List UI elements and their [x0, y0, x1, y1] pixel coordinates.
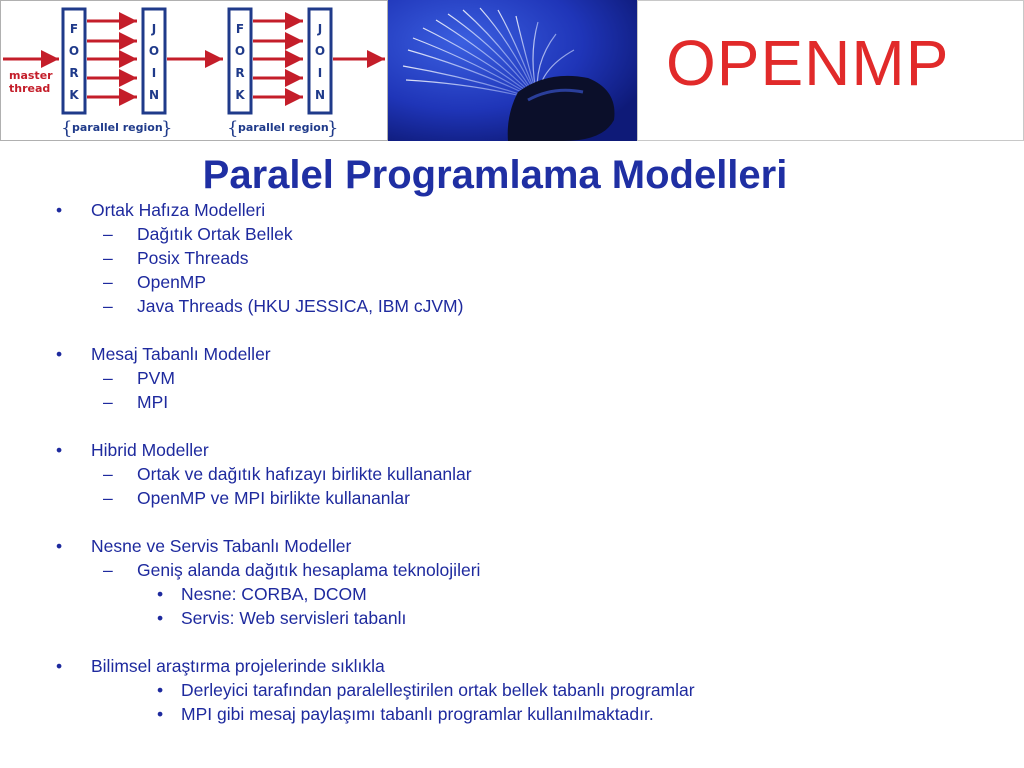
list-item-text: Nesne ve Servis Tabanlı Modeller — [91, 536, 352, 556]
master-label-line1: master — [9, 69, 53, 82]
list-item-level-1 — [0, 342, 1000, 366]
list-item-text: Servis: Web servisleri tabanlı — [181, 608, 407, 628]
list-item-level-2 — [0, 486, 1000, 510]
list-item-text: Ortak ve dağıtık hafızayı birlikte kullananlar — [137, 464, 472, 484]
list-item-text: OpenMP ve MPI birlikte kullananlar — [137, 488, 410, 508]
bullet-marker: • — [157, 680, 164, 700]
svg-text:{: { — [227, 118, 239, 139]
bullet-marker: • — [56, 344, 63, 364]
fork-join-diagram — [0, 0, 388, 141]
fork2-letter-r: R — [235, 66, 245, 80]
parallel-region-label-1: parallel region — [72, 121, 163, 134]
bullet-marker: • — [56, 536, 63, 556]
list-item-level-2 — [0, 294, 1000, 318]
list-item-text: Java Threads (HKU JESSICA, IBM cJVM) — [137, 296, 464, 316]
list-item-level-1 — [0, 438, 1000, 462]
dash-marker: – — [103, 224, 113, 244]
bullet-marker: • — [157, 704, 164, 724]
fork1-letter-f: F — [69, 22, 79, 36]
list-item-text: OpenMP — [137, 272, 207, 292]
dash-marker: – — [103, 248, 113, 268]
dash-marker: – — [103, 272, 113, 292]
join1-letter-i: I — [151, 66, 157, 80]
list-item-level-1 — [0, 534, 1000, 558]
fork2-letter-k: K — [235, 88, 245, 102]
dash-marker: – — [103, 368, 113, 388]
list-item-text: Derleyici tarafından paralelleştirilen ortak bellek tabanlı programlar — [181, 680, 695, 700]
master-label-line2: thread — [9, 82, 51, 95]
fork1-letter-r: R — [69, 66, 79, 80]
list-item-text: Bilimsel araştırma projelerinde sıklıkla — [91, 656, 385, 676]
slide-title: Paralel Programlama Modelleri — [202, 153, 788, 197]
parallel-region-label-2: parallel region — [238, 121, 329, 134]
dash-marker: – — [103, 392, 113, 412]
list-item-text: MPI — [137, 392, 169, 412]
list-item-level-2 — [0, 246, 1000, 270]
list-item-level-2 — [0, 390, 1000, 414]
bullet-marker: • — [56, 440, 63, 460]
header-banner — [0, 0, 1024, 141]
list-item-text: Ortak Hafıza Modelleri — [91, 200, 266, 220]
dash-marker: – — [103, 464, 113, 484]
list-item-text: Nesne: CORBA, DCOM — [181, 584, 367, 604]
list-item-level-2 — [0, 558, 1000, 582]
openmp-logo: OPENMP — [666, 27, 950, 99]
list-item-text: Posix Threads — [137, 248, 249, 268]
bullet-marker: • — [56, 656, 63, 676]
list-item-text: Geniş alanda dağıtık hesaplama teknolojileri — [137, 560, 481, 580]
list-item-text: PVM — [137, 368, 175, 388]
dash-marker: – — [103, 296, 113, 316]
list-item-level-3 — [0, 702, 1000, 726]
openmp-logo-panel — [637, 0, 1024, 141]
list-item-text: Dağıtık Ortak Bellek — [137, 224, 293, 244]
list-item-level-2 — [0, 222, 1000, 246]
bullet-marker: • — [157, 608, 164, 628]
join2-letter-j: J — [317, 22, 323, 36]
list-item-level-2 — [0, 270, 1000, 294]
list-item-text: MPI gibi mesaj paylaşımı tabanlı programlar kullanılmaktadır. — [181, 704, 654, 724]
list-item-level-1 — [0, 654, 1000, 678]
fork2-letter-f: F — [235, 22, 245, 36]
list-item-text: Hibrid Modeller — [91, 440, 209, 460]
join1-letter-o: O — [148, 44, 160, 58]
fork1-letter-k: K — [69, 88, 79, 102]
bullet-marker: • — [56, 200, 63, 220]
list-item-level-3 — [0, 582, 1000, 606]
dash-marker: – — [103, 560, 113, 580]
fork-join-illustration — [1, 1, 389, 142]
bullet-marker: • — [157, 584, 164, 604]
join1-letter-n: N — [148, 88, 160, 102]
fork1-letter-o: O — [68, 44, 80, 58]
join1-letter-j: J — [151, 22, 157, 36]
list-item-level-2 — [0, 462, 1000, 486]
list-item-level-2 — [0, 366, 1000, 390]
join2-letter-i: I — [317, 66, 323, 80]
svg-text:{: { — [61, 118, 73, 139]
list-item-level-3 — [0, 678, 1000, 702]
list-item-text: Mesaj Tabanlı Modeller — [91, 344, 271, 364]
svg-text:}: } — [161, 118, 173, 139]
join2-letter-o: O — [314, 44, 326, 58]
svg-text:}: } — [327, 118, 339, 139]
fiber-optic-photo — [388, 0, 637, 141]
list-item-level-1 — [0, 198, 1000, 222]
fork2-letter-o: O — [234, 44, 246, 58]
list-item-level-3 — [0, 606, 1000, 630]
dash-marker: – — [103, 488, 113, 508]
join2-letter-n: N — [314, 88, 326, 102]
